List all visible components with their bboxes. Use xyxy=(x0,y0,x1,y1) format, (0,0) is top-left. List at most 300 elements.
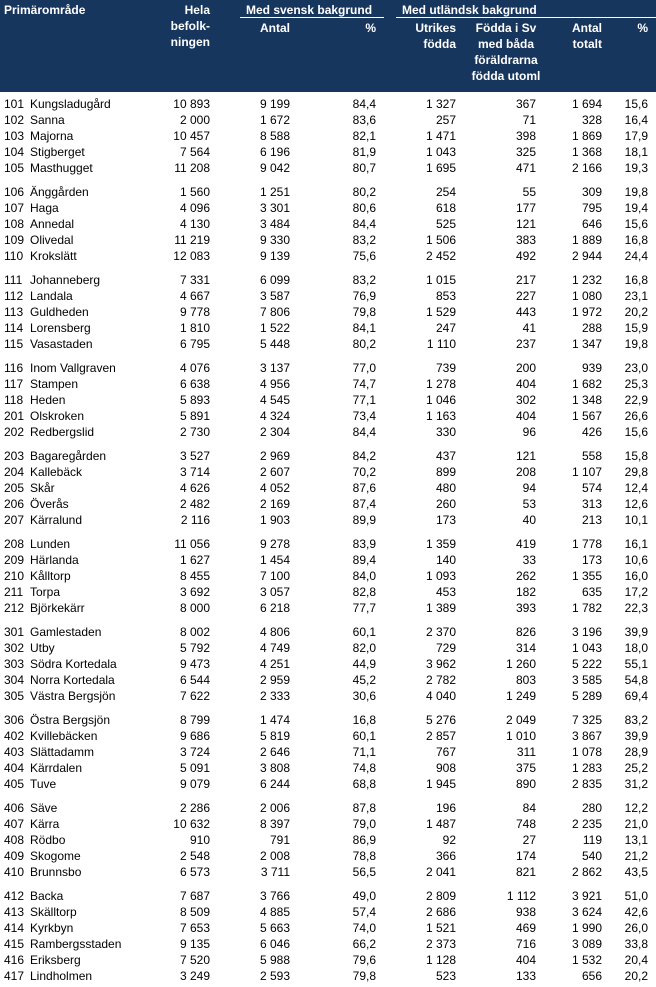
cell-foreign-pct: 15,9 xyxy=(624,321,648,335)
cell-total-population: 2 548 xyxy=(179,849,210,863)
cell-area-name: Kvillebäcken xyxy=(30,729,98,743)
cell-swedish-pct: 60,1 xyxy=(352,729,376,743)
header-swedish-pct: % xyxy=(365,21,376,35)
cell-swedish-pct: 84,0 xyxy=(352,569,376,583)
cell-foreign-born: 1 506 xyxy=(425,233,456,247)
table-row xyxy=(0,536,656,552)
cell-total-population: 10 632 xyxy=(173,817,210,831)
cell-area-name: Skogome xyxy=(30,849,81,863)
cell-foreign-total: 2 862 xyxy=(571,865,602,879)
cell-foreign-pct: 31,2 xyxy=(624,777,648,791)
cell-foreign-pct: 23,1 xyxy=(624,289,648,303)
cell-swedish-count: 2 008 xyxy=(259,849,290,863)
cell-area-code: 101 xyxy=(4,97,25,111)
cell-born-in-sweden: 84 xyxy=(522,801,536,815)
cell-total-population: 1 560 xyxy=(179,185,210,199)
cell-foreign-total: 1 232 xyxy=(571,273,602,287)
cell-area-code: 210 xyxy=(4,569,25,583)
cell-foreign-total: 3 921 xyxy=(571,889,602,903)
table-row xyxy=(0,288,656,304)
table-row xyxy=(0,336,656,352)
cell-total-population: 10 457 xyxy=(173,129,210,143)
cell-foreign-total: 574 xyxy=(581,481,602,495)
cell-swedish-pct: 16,8 xyxy=(352,713,376,727)
cell-foreign-total: 213 xyxy=(581,513,602,527)
cell-foreign-pct: 21,2 xyxy=(624,849,648,863)
table-row xyxy=(0,408,656,424)
cell-foreign-pct: 16,1 xyxy=(624,537,648,551)
cell-foreign-born: 2 857 xyxy=(425,729,456,743)
cell-foreign-born: 739 xyxy=(435,361,456,375)
cell-area-code: 409 xyxy=(4,849,25,863)
cell-swedish-count: 7 806 xyxy=(259,305,290,319)
cell-born-in-sweden: 1 112 xyxy=(506,889,536,903)
table-row xyxy=(0,144,656,160)
cell-foreign-total: 1 078 xyxy=(571,745,602,759)
cell-foreign-total: 280 xyxy=(581,801,602,815)
table-row xyxy=(0,128,656,144)
cell-foreign-total: 3 624 xyxy=(571,905,602,919)
cell-foreign-total: 1 283 xyxy=(571,761,602,775)
cell-total-population: 2 000 xyxy=(179,113,210,127)
cell-born-in-sweden: 716 xyxy=(515,937,536,951)
cell-foreign-born: 2 373 xyxy=(425,937,456,951)
cell-swedish-count: 2 304 xyxy=(259,425,290,439)
cell-area-code: 302 xyxy=(4,641,25,655)
cell-born-in-sweden: 748 xyxy=(515,817,536,831)
cell-swedish-count: 4 324 xyxy=(259,409,290,423)
cell-foreign-total: 1 348 xyxy=(571,393,602,407)
cell-swedish-count: 5 819 xyxy=(259,729,290,743)
cell-foreign-born: 3 962 xyxy=(425,657,456,671)
table-row xyxy=(0,672,656,688)
cell-foreign-born: 196 xyxy=(435,801,456,815)
cell-area-name: Annedal xyxy=(30,217,75,231)
cell-area-code: 417 xyxy=(4,969,25,983)
cell-total-population: 7 564 xyxy=(179,145,210,159)
cell-swedish-count: 2 006 xyxy=(259,801,290,815)
cell-foreign-pct: 39,9 xyxy=(624,729,648,743)
cell-total-population: 910 xyxy=(189,833,210,847)
table-row xyxy=(0,800,656,816)
cell-foreign-pct: 83,2 xyxy=(624,713,648,727)
cell-swedish-pct: 86,9 xyxy=(352,833,376,847)
cell-foreign-born: 453 xyxy=(435,585,456,599)
cell-swedish-pct: 74,0 xyxy=(352,921,376,935)
cell-swedish-pct: 80,2 xyxy=(352,337,376,351)
cell-foreign-pct: 17,2 xyxy=(624,585,648,599)
cell-total-population: 3 714 xyxy=(179,465,210,479)
table-row xyxy=(0,688,656,704)
cell-swedish-pct: 89,9 xyxy=(352,513,376,527)
cell-foreign-born: 1 128 xyxy=(425,953,456,967)
cell-born-in-sweden: 262 xyxy=(515,569,536,583)
cell-swedish-count: 3 587 xyxy=(259,289,290,303)
cell-area-code: 112 xyxy=(4,289,24,303)
cell-swedish-count: 9 199 xyxy=(259,97,290,111)
cell-area-code: 408 xyxy=(4,833,25,847)
cell-area-code: 304 xyxy=(4,673,25,687)
cell-foreign-born: 1 093 xyxy=(425,569,456,583)
cell-swedish-count: 1 474 xyxy=(259,713,290,727)
cell-foreign-born: 173 xyxy=(435,513,456,527)
cell-born-in-sweden: 121 xyxy=(515,449,536,463)
table-row xyxy=(0,360,656,376)
cell-foreign-pct: 12,6 xyxy=(624,497,648,511)
cell-foreign-pct: 22,9 xyxy=(624,393,648,407)
cell-swedish-count: 8 588 xyxy=(259,129,290,143)
cell-swedish-pct: 84,1 xyxy=(352,321,376,335)
cell-swedish-count: 3 484 xyxy=(259,217,290,231)
cell-area-code: 405 xyxy=(4,777,25,791)
cell-area-code: 207 xyxy=(4,513,25,527)
cell-swedish-count: 6 244 xyxy=(259,777,290,791)
cell-foreign-born: 4 040 xyxy=(425,689,456,703)
cell-born-in-sweden: 469 xyxy=(515,921,536,935)
cell-born-in-sweden: 826 xyxy=(515,625,536,639)
cell-swedish-count: 6 046 xyxy=(259,937,290,951)
cell-area-code: 416 xyxy=(4,953,25,967)
header-foreign-born: Utrikes födda xyxy=(415,21,456,51)
table-row xyxy=(0,952,656,968)
cell-area-name: Brunnsbo xyxy=(30,865,82,879)
cell-foreign-born: 2 782 xyxy=(425,673,456,687)
table-row xyxy=(0,496,656,512)
table-row xyxy=(0,728,656,744)
cell-area-code: 116 xyxy=(4,361,24,375)
cell-foreign-born: 1 327 xyxy=(425,97,456,111)
cell-swedish-count: 6 196 xyxy=(259,145,290,159)
cell-born-in-sweden: 200 xyxy=(515,361,536,375)
cell-total-population: 8 455 xyxy=(179,569,210,583)
cell-swedish-count: 2 646 xyxy=(259,745,290,759)
cell-swedish-pct: 78,8 xyxy=(352,849,376,863)
cell-area-code: 105 xyxy=(4,161,25,175)
cell-born-in-sweden: 404 xyxy=(515,953,536,967)
cell-total-population: 4 667 xyxy=(179,289,210,303)
cell-swedish-count: 3 057 xyxy=(259,585,290,599)
cell-foreign-total: 2 835 xyxy=(571,777,602,791)
cell-area-code: 305 xyxy=(4,689,25,703)
cell-foreign-pct: 39,9 xyxy=(624,625,648,639)
cell-area-code: 412 xyxy=(4,889,25,903)
cell-total-population: 5 792 xyxy=(179,641,210,655)
cell-area-name: Stampen xyxy=(30,377,79,391)
cell-area-name: Guldheden xyxy=(30,305,89,319)
cell-swedish-pct: 66,2 xyxy=(352,937,376,951)
cell-area-name: Slättadamm xyxy=(30,745,95,759)
cell-foreign-total: 1 107 xyxy=(571,465,602,479)
cell-born-in-sweden: 1 260 xyxy=(505,657,536,671)
cell-swedish-pct: 74,7 xyxy=(352,377,376,391)
cell-foreign-total: 2 166 xyxy=(571,161,602,175)
table-header xyxy=(0,0,656,92)
cell-foreign-born: 2 686 xyxy=(425,905,456,919)
cell-foreign-pct: 16,8 xyxy=(624,273,648,287)
cell-born-in-sweden: 1 249 xyxy=(505,689,536,703)
cell-area-name: Säve xyxy=(30,801,58,815)
cell-foreign-total: 1 869 xyxy=(571,129,602,143)
cell-born-in-sweden: 2 049 xyxy=(505,713,536,727)
cell-foreign-total: 5 222 xyxy=(571,657,602,671)
table-row xyxy=(0,656,656,672)
table-row xyxy=(0,600,656,616)
cell-area-name: Stigberget xyxy=(30,145,85,159)
cell-swedish-pct: 76,9 xyxy=(352,289,376,303)
cell-area-code: 209 xyxy=(4,553,25,567)
header-group-swedish: Med svensk bakgrund xyxy=(246,3,373,17)
table-row xyxy=(0,712,656,728)
header-rule-swedish xyxy=(240,17,384,18)
cell-foreign-born: 899 xyxy=(435,465,456,479)
cell-swedish-pct: 84,4 xyxy=(352,217,376,231)
cell-foreign-total: 1 368 xyxy=(571,145,602,159)
cell-born-in-sweden: 121 xyxy=(515,217,536,231)
cell-swedish-pct: 74,8 xyxy=(352,761,376,775)
cell-swedish-pct: 84,4 xyxy=(352,425,376,439)
cell-area-code: 406 xyxy=(4,801,25,815)
cell-area-code: 104 xyxy=(4,145,25,159)
cell-foreign-total: 1 694 xyxy=(571,97,602,111)
cell-foreign-born: 908 xyxy=(435,761,456,775)
header-total-population: Hela befolk- ningen xyxy=(170,3,210,49)
cell-area-name: Vasastaden xyxy=(30,337,93,351)
cell-foreign-pct: 20,4 xyxy=(624,953,648,967)
cell-swedish-count: 6 099 xyxy=(259,273,290,287)
cell-swedish-count: 4 956 xyxy=(259,377,290,391)
cell-foreign-total: 1 782 xyxy=(571,601,602,615)
cell-foreign-born: 1 521 xyxy=(425,921,456,935)
table-row xyxy=(0,584,656,600)
cell-foreign-total: 313 xyxy=(581,497,602,511)
cell-area-code: 306 xyxy=(4,713,25,727)
cell-swedish-pct: 84,2 xyxy=(352,449,376,463)
cell-foreign-total: 1 080 xyxy=(571,289,602,303)
cell-area-name: Heden xyxy=(30,393,66,407)
cell-foreign-born: 257 xyxy=(435,113,456,127)
table-row xyxy=(0,936,656,952)
cell-born-in-sweden: 41 xyxy=(522,321,536,335)
cell-foreign-total: 1 043 xyxy=(571,641,602,655)
cell-area-name: Utby xyxy=(30,641,55,655)
cell-area-name: Redbergslid xyxy=(30,425,95,439)
cell-foreign-total: 3 089 xyxy=(571,937,602,951)
cell-area-code: 301 xyxy=(4,625,25,639)
cell-swedish-count: 1 251 xyxy=(259,185,290,199)
cell-area-name: Inom Vallgraven xyxy=(30,361,116,375)
cell-foreign-total: 1 347 xyxy=(571,337,602,351)
cell-total-population: 1 627 xyxy=(179,553,210,567)
cell-area-code: 415 xyxy=(4,937,25,951)
cell-area-code: 117 xyxy=(4,377,24,391)
cell-foreign-born: 525 xyxy=(435,217,456,231)
cell-area-code: 403 xyxy=(4,745,25,759)
cell-foreign-total: 1 682 xyxy=(571,377,602,391)
table-row xyxy=(0,448,656,464)
cell-foreign-pct: 16,8 xyxy=(624,233,648,247)
cell-area-name: Kärrdalen xyxy=(30,761,83,775)
cell-foreign-pct: 19,8 xyxy=(624,337,648,351)
cell-total-population: 12 083 xyxy=(173,249,210,263)
cell-area-code: 118 xyxy=(4,393,24,407)
cell-foreign-pct: 22,3 xyxy=(624,601,648,615)
cell-foreign-born: 729 xyxy=(435,641,456,655)
table-row xyxy=(0,816,656,832)
cell-swedish-count: 4 545 xyxy=(259,393,290,407)
cell-foreign-born: 254 xyxy=(435,185,456,199)
table-row xyxy=(0,320,656,336)
cell-foreign-total: 3 585 xyxy=(571,673,602,687)
cell-swedish-pct: 77,7 xyxy=(352,601,376,615)
cell-swedish-pct: 80,6 xyxy=(352,201,376,215)
cell-swedish-count: 4 806 xyxy=(259,625,290,639)
cell-swedish-pct: 44,9 xyxy=(352,657,376,671)
table-row xyxy=(0,760,656,776)
cell-foreign-pct: 20,2 xyxy=(624,969,648,983)
cell-total-population: 9 686 xyxy=(179,729,210,743)
cell-area-code: 211 xyxy=(4,585,24,599)
cell-born-in-sweden: 367 xyxy=(515,97,536,111)
cell-foreign-born: 260 xyxy=(435,497,456,511)
cell-area-code: 108 xyxy=(4,217,25,231)
cell-foreign-pct: 43,5 xyxy=(624,865,648,879)
cell-swedish-count: 1 672 xyxy=(259,113,290,127)
cell-total-population: 9 135 xyxy=(179,937,210,951)
cell-born-in-sweden: 237 xyxy=(515,337,536,351)
cell-foreign-pct: 15,6 xyxy=(624,217,648,231)
cell-foreign-born: 1 163 xyxy=(425,409,456,423)
cell-foreign-born: 1 015 xyxy=(425,273,456,287)
table-row xyxy=(0,968,656,984)
cell-area-name: Överås xyxy=(30,497,69,511)
cell-total-population: 5 091 xyxy=(179,761,210,775)
cell-total-population: 3 527 xyxy=(179,449,210,463)
table-row xyxy=(0,888,656,904)
cell-foreign-total: 2 235 xyxy=(571,817,602,831)
cell-area-name: Härlanda xyxy=(30,553,79,567)
cell-born-in-sweden: 311 xyxy=(516,745,536,759)
cell-total-population: 10 893 xyxy=(173,97,210,111)
cell-born-in-sweden: 375 xyxy=(515,761,536,775)
cell-foreign-born: 366 xyxy=(435,849,456,863)
cell-total-population: 3 249 xyxy=(179,969,210,983)
cell-swedish-pct: 83,2 xyxy=(352,233,376,247)
cell-swedish-pct: 81,9 xyxy=(352,145,376,159)
cell-swedish-pct: 57,4 xyxy=(352,905,376,919)
cell-foreign-pct: 29,8 xyxy=(624,465,648,479)
cell-foreign-total: 795 xyxy=(581,201,602,215)
cell-swedish-count: 3 808 xyxy=(259,761,290,775)
cell-swedish-pct: 45,2 xyxy=(352,673,376,687)
table-row xyxy=(0,96,656,112)
cell-foreign-pct: 54,8 xyxy=(624,673,648,687)
cell-swedish-pct: 77,0 xyxy=(352,361,376,375)
cell-born-in-sweden: 94 xyxy=(522,481,536,495)
cell-foreign-born: 480 xyxy=(435,481,456,495)
cell-foreign-total: 1 532 xyxy=(571,953,602,967)
cell-foreign-pct: 16,0 xyxy=(624,569,648,583)
cell-born-in-sweden: 492 xyxy=(515,249,536,263)
table-row xyxy=(0,848,656,864)
cell-foreign-born: 1 695 xyxy=(425,161,456,175)
cell-foreign-pct: 17,9 xyxy=(624,129,648,143)
cell-area-name: Kärralund xyxy=(30,513,83,527)
cell-area-code: 102 xyxy=(4,113,25,127)
cell-foreign-pct: 12,2 xyxy=(624,801,648,815)
cell-foreign-total: 558 xyxy=(581,449,602,463)
cell-total-population: 7 520 xyxy=(179,953,210,967)
cell-swedish-count: 2 969 xyxy=(259,449,290,463)
cell-area-code: 414 xyxy=(4,921,25,935)
cell-born-in-sweden: 40 xyxy=(522,513,536,527)
cell-swedish-pct: 30,6 xyxy=(352,689,376,703)
cell-born-in-sweden: 404 xyxy=(515,409,536,423)
cell-foreign-born: 1 043 xyxy=(425,145,456,159)
cell-born-in-sweden: 890 xyxy=(515,777,536,791)
cell-area-name: Skår xyxy=(30,481,55,495)
cell-total-population: 2 482 xyxy=(179,497,210,511)
cell-area-code: 212 xyxy=(4,601,25,615)
cell-total-population: 8 002 xyxy=(179,625,210,639)
cell-born-in-sweden: 53 xyxy=(522,497,536,511)
cell-area-code: 115 xyxy=(4,337,24,351)
table-row xyxy=(0,304,656,320)
table-row xyxy=(0,744,656,760)
cell-area-name: Olskroken xyxy=(30,409,85,423)
cell-foreign-pct: 69,4 xyxy=(624,689,648,703)
cell-area-name: Krokslätt xyxy=(30,249,77,263)
cell-foreign-born: 2 041 xyxy=(425,865,456,879)
cell-area-name: Sanna xyxy=(30,113,65,127)
cell-area-name: Änggården xyxy=(30,185,89,199)
cell-foreign-born: 140 xyxy=(435,553,456,567)
cell-area-name: Johanneberg xyxy=(30,273,101,287)
cell-total-population: 4 096 xyxy=(179,201,210,215)
header-group-foreign: Med utländsk bakgrund xyxy=(402,3,537,17)
cell-swedish-count: 9 330 xyxy=(259,233,290,247)
cell-born-in-sweden: 393 xyxy=(515,601,536,615)
cell-area-name: Landala xyxy=(30,289,73,303)
cell-area-name: Masthugget xyxy=(30,161,93,175)
header-primary-area: Primärområde xyxy=(4,3,86,17)
cell-foreign-pct: 51,0 xyxy=(624,889,648,903)
cell-swedish-pct: 77,1 xyxy=(352,393,376,407)
table-row xyxy=(0,376,656,392)
cell-area-name: Lorensberg xyxy=(30,321,91,335)
cell-swedish-pct: 82,0 xyxy=(352,641,376,655)
cell-born-in-sweden: 96 xyxy=(522,425,536,439)
cell-foreign-pct: 19,8 xyxy=(624,185,648,199)
cell-foreign-total: 309 xyxy=(581,185,602,199)
cell-area-name: Torpa xyxy=(30,585,61,599)
cell-born-in-sweden: 177 xyxy=(515,201,536,215)
cell-foreign-total: 3 867 xyxy=(571,729,602,743)
table-row xyxy=(0,904,656,920)
cell-area-code: 413 xyxy=(4,905,25,919)
cell-swedish-count: 2 333 xyxy=(259,689,290,703)
cell-foreign-pct: 28,9 xyxy=(624,745,648,759)
cell-area-name: Kärra xyxy=(30,817,60,831)
table-row xyxy=(0,864,656,880)
cell-swedish-pct: 83,9 xyxy=(352,537,376,551)
cell-total-population: 9 778 xyxy=(179,305,210,319)
cell-swedish-pct: 79,6 xyxy=(352,953,376,967)
cell-foreign-born: 92 xyxy=(442,833,456,847)
cell-area-name: Eriksberg xyxy=(30,953,81,967)
cell-born-in-sweden: 325 xyxy=(515,145,536,159)
cell-swedish-count: 9 278 xyxy=(259,537,290,551)
cell-swedish-count: 791 xyxy=(269,833,290,847)
